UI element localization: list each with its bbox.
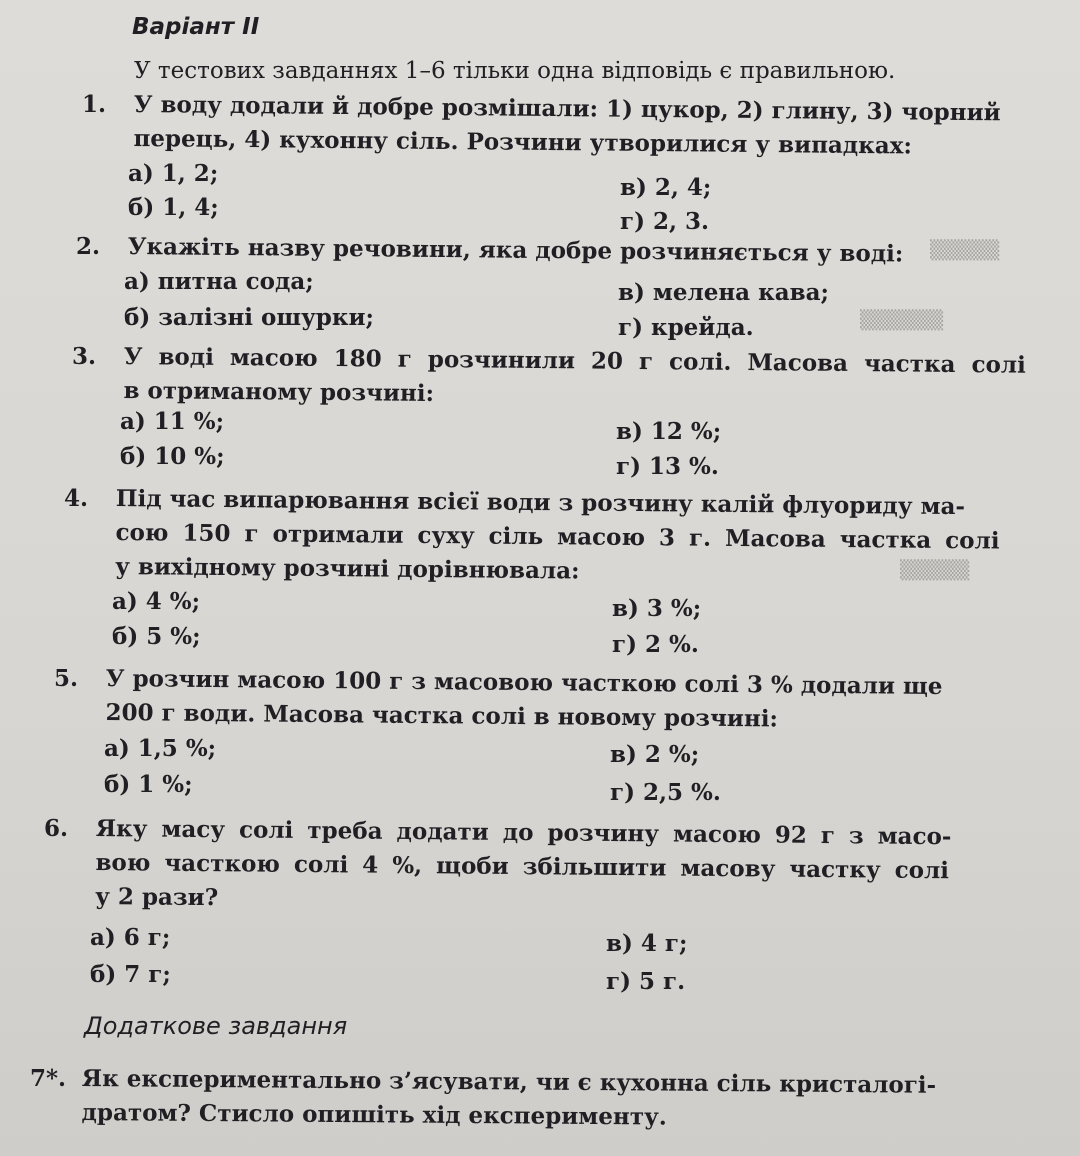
question-number: 6.	[44, 815, 69, 842]
question-number: 2.	[76, 233, 101, 260]
bleed-through-text: ▒▒▒▒▒▒	[860, 310, 944, 331]
option-g: г) 2 %.	[612, 631, 699, 658]
bleed-through-text: ▒▒▒▒▒	[930, 240, 1000, 261]
variant-heading: Варіант II	[132, 14, 260, 40]
question-text: 200 г води. Масова частка солі в новому розчині:	[105, 698, 779, 733]
option-g: г) 2, 3.	[620, 208, 710, 235]
option-b: б) 5 %;	[112, 623, 201, 650]
question-text: У воді масою 180 г розчинили 20 г солі. Масова частка солі	[123, 342, 1026, 379]
question-number: 4.	[64, 485, 89, 512]
option-b: б) 1, 4;	[128, 194, 219, 221]
question-text: дратом? Стисло опишіть хід експерименту.	[81, 1098, 667, 1131]
question-text: у вихідному розчині дорівнювала:	[115, 552, 580, 585]
option-g: г) 2,5 %.	[610, 779, 721, 806]
question-text: Під час випарювання всієї води з розчину калій флуориду ма-	[115, 484, 966, 521]
option-v: в) 4 г;	[606, 930, 688, 957]
question-text: у 2 рази?	[95, 882, 219, 912]
question-text: вою часткою солі 4 %, щоби збільшити масову частку солі	[95, 848, 950, 885]
question-text: У воду додали й добре розмішали: 1) цукор, 2) глину, 3) чорний	[133, 90, 1001, 127]
option-g: г) 5 г.	[606, 968, 686, 995]
question-number: 7*.	[30, 1065, 67, 1092]
option-v: в) 12 %;	[616, 418, 722, 445]
option-b: б) залізні ошурки;	[124, 304, 375, 331]
option-b: б) 10 %;	[120, 443, 225, 470]
option-a: а) 11 %;	[120, 408, 225, 435]
option-a: а) 6 г;	[90, 924, 171, 951]
option-b: б) 1 %;	[104, 771, 193, 798]
option-a: а) 1, 2;	[128, 160, 219, 187]
question-number: 5.	[54, 665, 79, 692]
option-v: в) 2, 4;	[620, 174, 712, 201]
question-text: перець, 4) кухонну сіль. Розчини утворилися у випадках:	[133, 124, 913, 160]
option-a: а) 1,5 %;	[104, 735, 217, 762]
option-v: в) 2 %;	[610, 741, 700, 768]
question-text: в отриманому розчині:	[123, 376, 435, 407]
question-text: Яку масу солі треба додати до розчину масою 92 г з масо-	[95, 814, 952, 851]
option-g: г) 13 %.	[616, 453, 719, 480]
question-text: Як експериментально з’ясувати, чи є кухонна сіль кристалогі-	[81, 1064, 937, 1099]
question-number: 3.	[72, 343, 97, 370]
question-text: Укажіть назву речовини, яка добре розчиняється у воді:	[127, 232, 904, 268]
option-g: г) крейда.	[618, 314, 754, 341]
option-b: б) 7 г;	[90, 961, 171, 988]
question-text: сою 150 г отримали суху сіль масою 3 г. Масова частка солі	[115, 518, 1000, 555]
option-a: а) питна сода;	[124, 268, 314, 295]
option-a: а) 4 %;	[112, 588, 201, 615]
question-number: 1.	[82, 91, 107, 118]
instructions: У тестових завданнях 1–6 тільки одна відповідь є правильною.	[134, 58, 896, 84]
option-v: в) 3 %;	[612, 595, 702, 622]
option-v: в) мелена кава;	[618, 279, 829, 306]
question-text: У розчин масою 100 г з масовою часткою солі 3 % додали ще	[105, 664, 943, 701]
bleed-through-text: ▒▒▒▒▒	[900, 560, 970, 581]
additional-task-heading: Додаткове завдання	[84, 1012, 348, 1040]
